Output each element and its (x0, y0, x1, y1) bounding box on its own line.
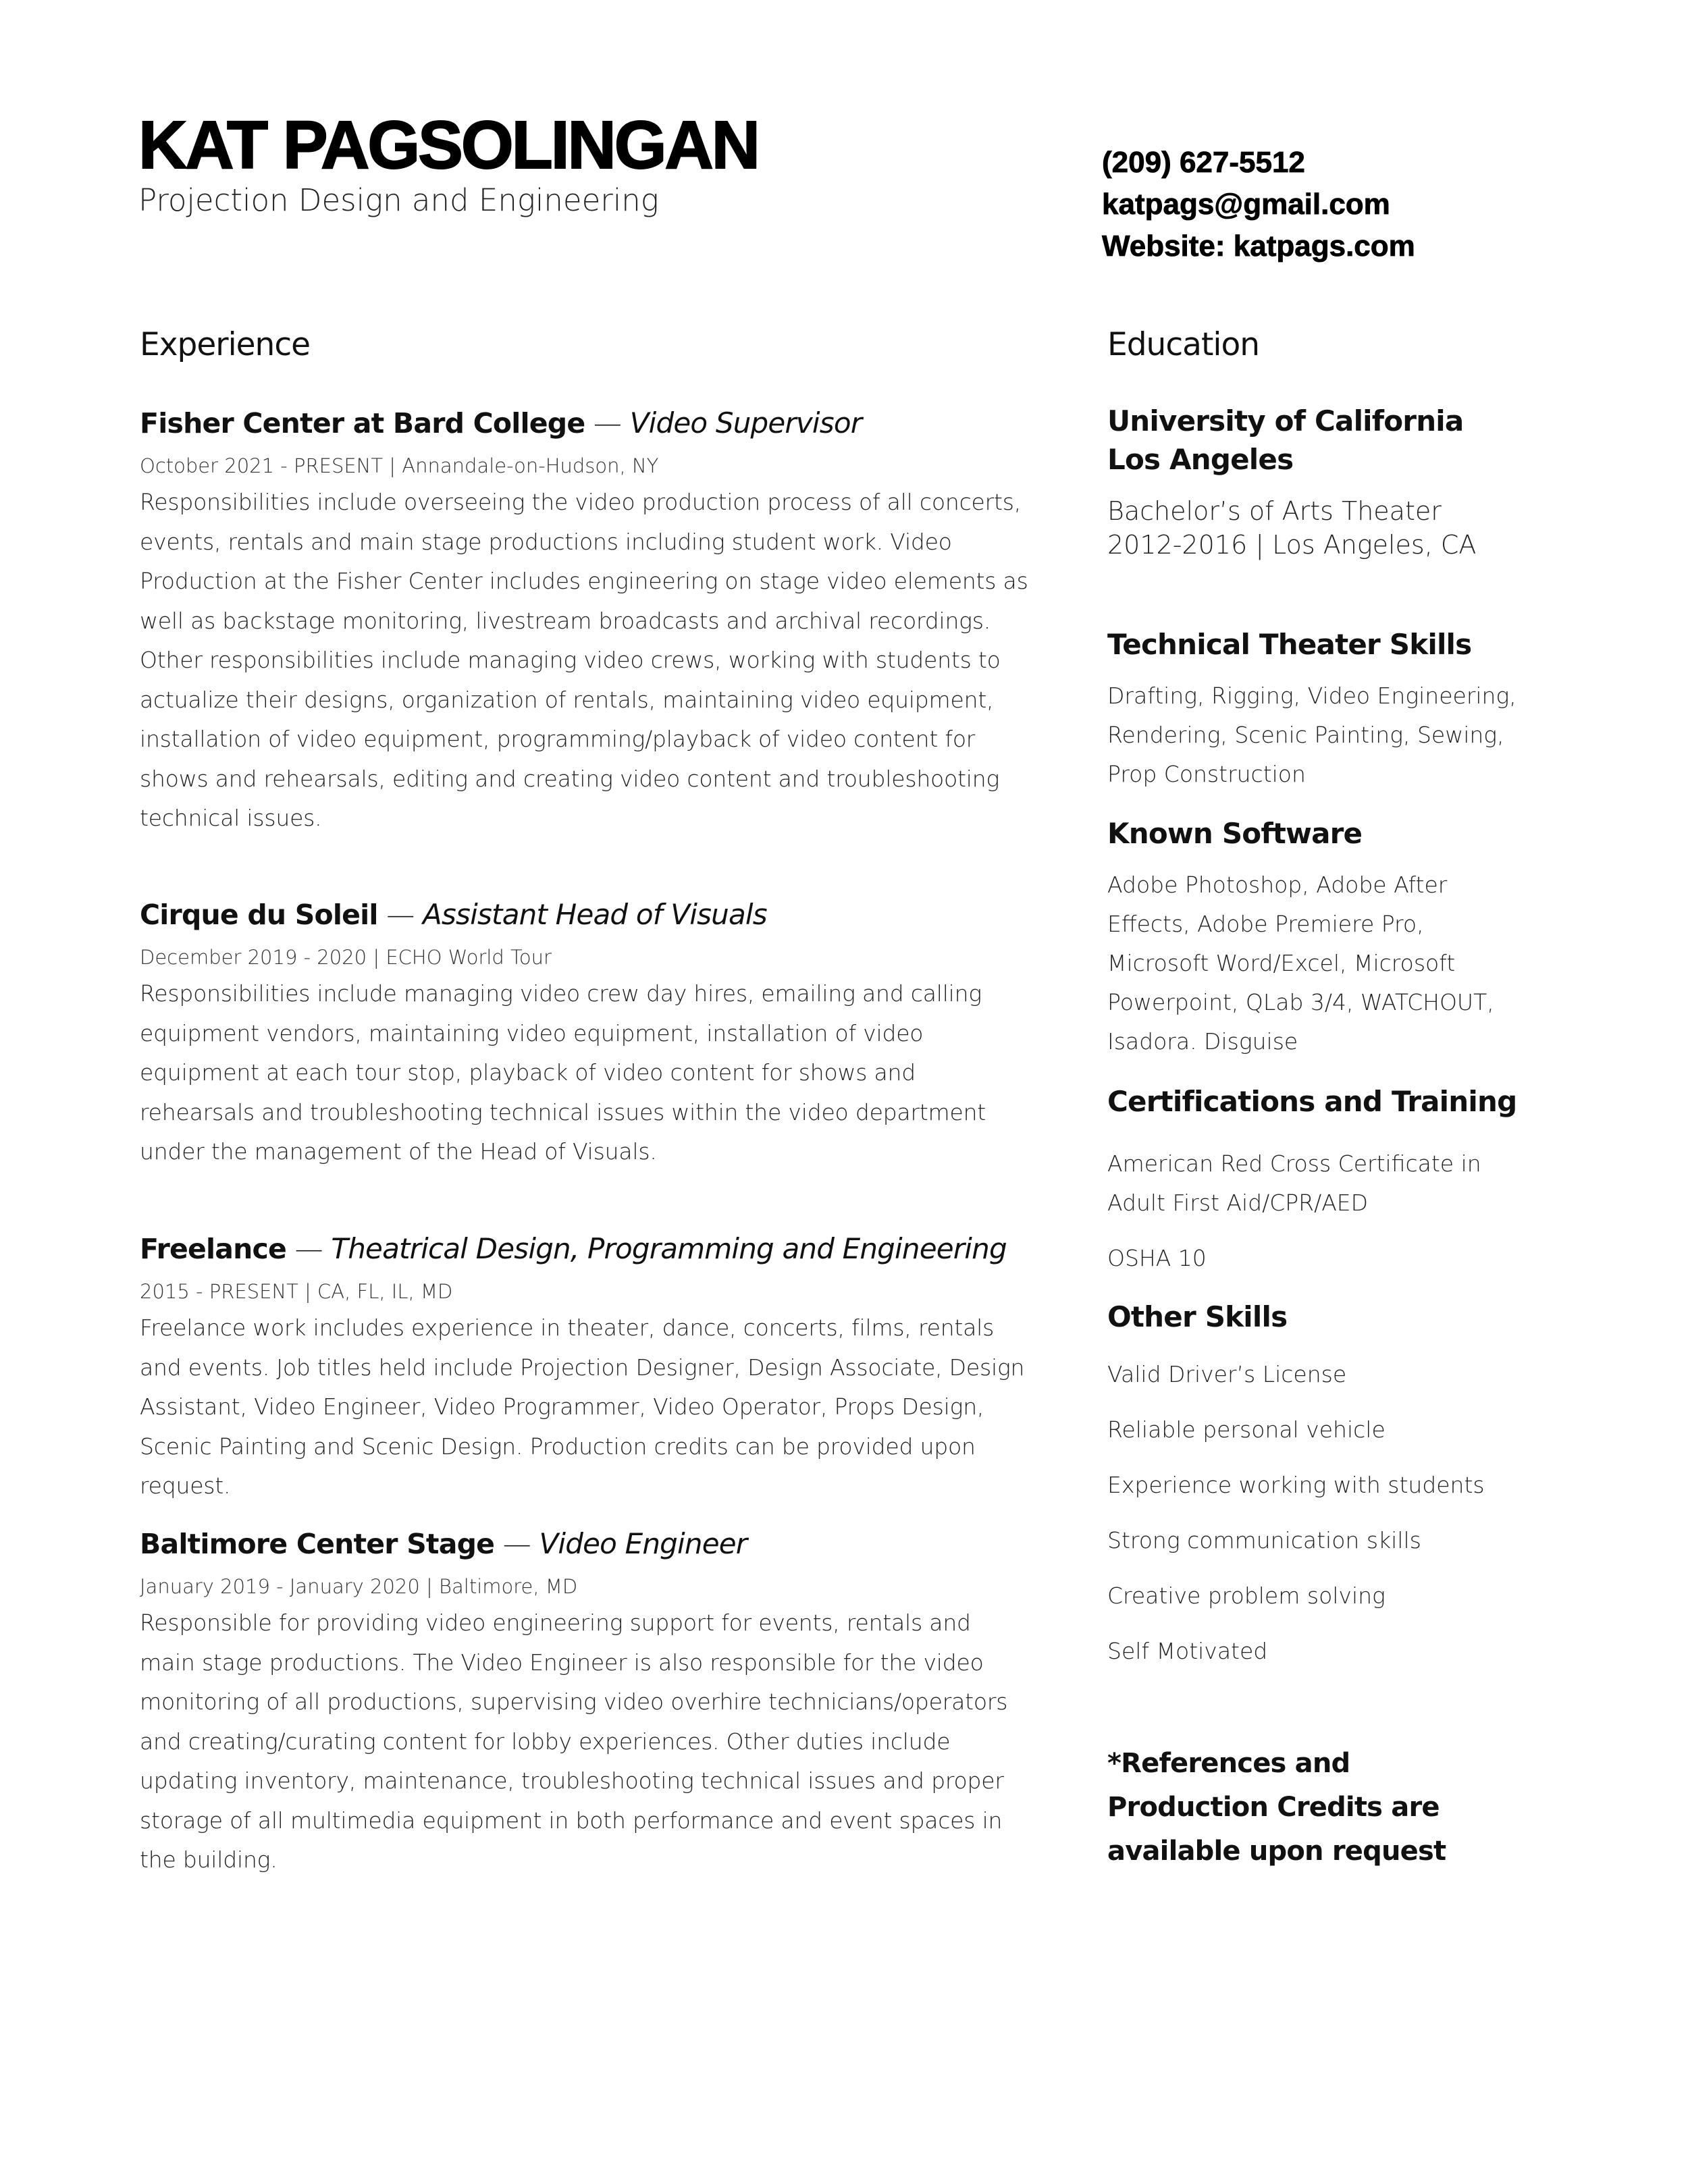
list-item: Reliable personal vehicle (1107, 1416, 1386, 1443)
software-heading: Known Software (1107, 817, 1363, 850)
job-entry (140, 1232, 1031, 1506)
job-role: Video Supervisor (629, 406, 862, 440)
job-meta: 2015 - PRESENT | CA, FL, IL, MD (140, 1280, 453, 1303)
education-dates: 2012-2016 | Los Angeles, CA (1107, 530, 1477, 560)
certification-item: OSHA 10 (1107, 1245, 1207, 1271)
job-description: Responsibilities include overseeing the video production process of all concerts, events, rentals and main stage productions including student work. Video Production at the Fisher Center includes engineering on stage video elements as well as backstage monitoring, livestream broadcasts and archival recordings. Other responsibilities include managing video crews, working with students to actualize their designs, organization of rentals, maintaining video equipment, installation of video equipment, programming/playback of video content for shows and rehearsals, editing and creating video content and troubleshooting technical issues. (140, 489, 1028, 831)
certification-item: American Red Cross Certificate in Adult First Aid/CPR/AED (1107, 1150, 1481, 1216)
job-title (140, 406, 1031, 440)
job-title (140, 1527, 1031, 1560)
resume-name: KAT PAGSOLINGAN (138, 107, 758, 183)
job-meta: December 2019 - 2020 | ECHO World Tour (140, 946, 552, 969)
list-item: Experience working with students (1107, 1472, 1485, 1498)
job-entry (140, 406, 1031, 838)
job-title (140, 898, 1031, 931)
job-role: Video Engineer (539, 1527, 747, 1560)
job-org: Cirque du Soleil (140, 899, 378, 931)
website-link[interactable]: Website: katpags.com (1102, 230, 1415, 263)
job-dash: — (286, 1232, 332, 1265)
job-org: Fisher Center at Bard College (140, 407, 585, 440)
technical-skills-text: Drafting, Rigging, Video Engineering, Rendering, Scenic Painting, Sewing, Prop Construction (1107, 683, 1516, 787)
experience-heading: Experience (140, 326, 311, 363)
software-text: Adobe Photoshop, Adobe After Effects, Adobe Premiere Pro, Microsoft Word/Excel, Microsoft Powerpoint, QLab 3/4, WATCHOUT, Isadora. Disguise (1107, 872, 1494, 1055)
job-entry (140, 898, 1031, 1172)
job-org: Baltimore Center Stage (140, 1528, 495, 1560)
job-role: Assistant Head of Visuals (422, 898, 767, 931)
job-dash: — (585, 406, 630, 440)
references-note: *References and Production Credits are available upon request (1107, 1748, 1446, 1867)
education-heading: Education (1107, 326, 1259, 363)
list-item: Creative problem solving (1107, 1582, 1386, 1609)
degree: Bachelor’s of Arts Theater (1107, 496, 1442, 526)
phone-link[interactable]: (209) 627-5512 (1102, 146, 1305, 179)
job-meta: October 2021 - PRESENT | Annandale-on-Hudson, NY (140, 454, 659, 477)
list-item: Self Motivated (1107, 1638, 1268, 1664)
list-item: Strong communication skills (1107, 1527, 1421, 1553)
job-meta: January 2019 - January 2020 | Baltimore, MD (140, 1575, 578, 1598)
job-role: Theatrical Design, Programming and Engineering (331, 1232, 1007, 1265)
job-entry (140, 1527, 1031, 1880)
job-description: Responsible for providing video engineering support for events, rentals and main stage productions. The Video Engineer is also responsible for the video monitoring of all productions, supervising video overhire technicians/operators and creating/curating content for lobby experiences. Other duties include updating inventory, maintenance, troubleshooting technical issues and proper storage of all multimedia equipment in both performance and event spaces in the building. (140, 1609, 1008, 1873)
school-name: University of California Los Angeles (1107, 404, 1464, 476)
contact-block (1102, 142, 1415, 267)
job-title (140, 1232, 1031, 1265)
certifications-heading: Certifications and Training (1107, 1085, 1517, 1118)
email-link[interactable]: katpags@gmail.com (1102, 188, 1390, 221)
job-org: Freelance (140, 1233, 287, 1265)
other-skills-heading: Other Skills (1107, 1300, 1288, 1333)
other-skills-list (1107, 1355, 1485, 1687)
job-dash: — (377, 898, 423, 931)
list-item: Valid Driver’s License (1107, 1361, 1347, 1387)
resume-subtitle: Projection Design and Engineering (138, 182, 659, 218)
job-description: Responsibilities include managing video crew day hires, emailing and calling equipment vendors, maintaining video equipment, installation of video equipment at each tour stop, playback of video content for shows and rehearsals and troubleshooting technical issues within the video department under the management of the Head of Visuals. (140, 980, 986, 1165)
job-dash: — (494, 1527, 539, 1560)
technical-skills-heading: Technical Theater Skills (1107, 628, 1472, 661)
job-description: Freelance work includes experience in theater, dance, concerts, films, rentals and events. Job titles held include Projection Designer, Design Associate, Design Assistant, Video Engineer, Video Programmer, Video Operator, Props Design, Scenic Painting and Scenic Design. Production credits can be provided upon request. (140, 1314, 1025, 1499)
